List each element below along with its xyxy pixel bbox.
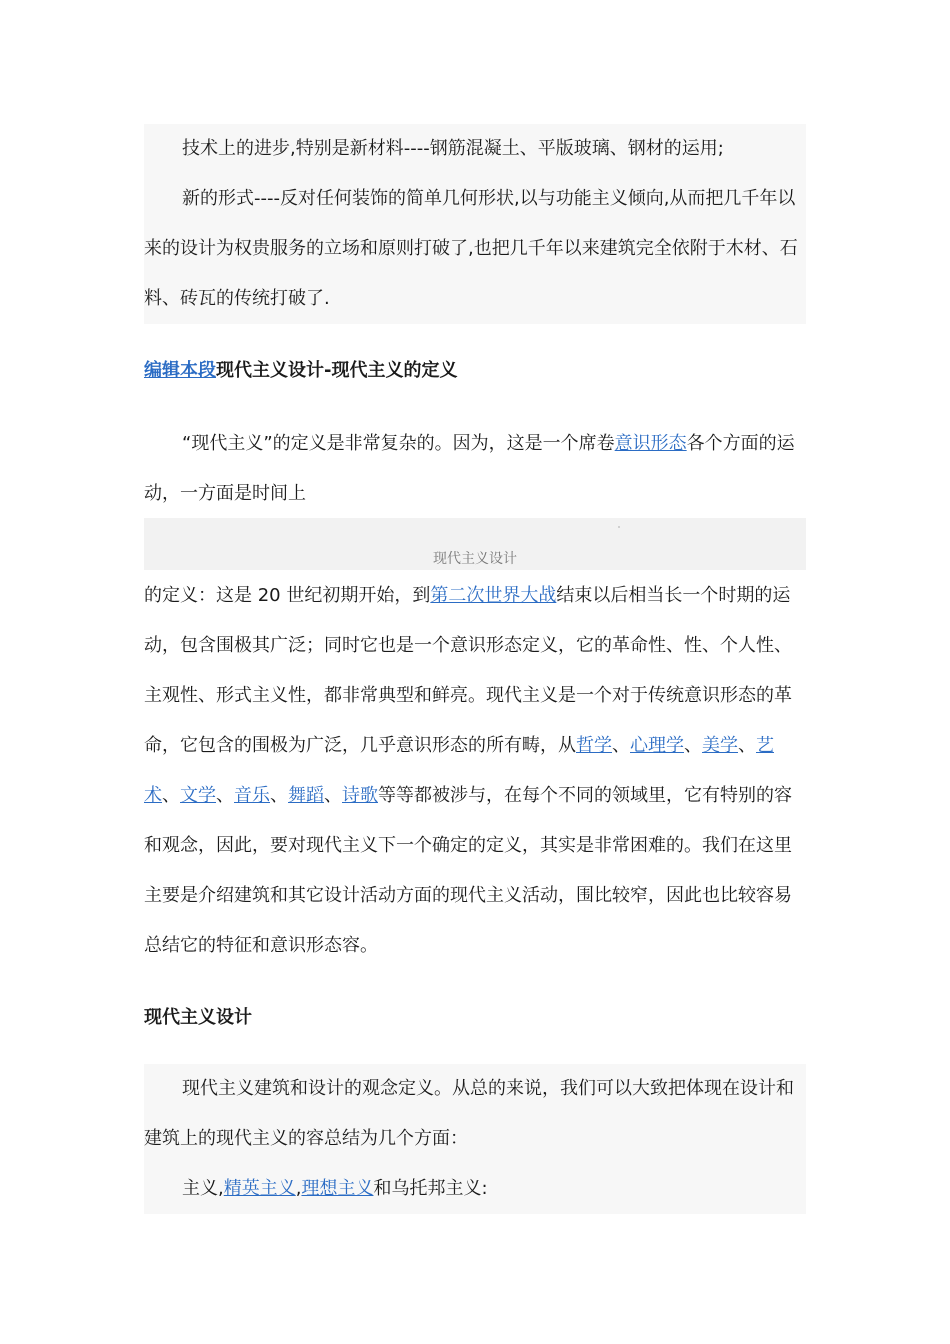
paragraph-design: 现代主义建筑和设计的观念定义。从总的来说，我们可以大致把体现在设计和建筑上的现代主义的容总结为几个方面： [144, 1078, 794, 1149]
link-idealism[interactable]: 理想主义 [301, 1178, 374, 1199]
separator: 、 [162, 785, 180, 806]
paragraph-materials: 技术上的进步,特别是新材料----钢筋混凝土、平版玻璃、钢材的运用; [182, 138, 724, 159]
heading-title: 现代主义设计-现代主义的定义 [216, 360, 458, 381]
paragraph-definition-intro [144, 419, 806, 519]
separator: 、 [324, 785, 342, 806]
separator: , [295, 1178, 302, 1199]
heading-title: 现代主义设计 [144, 1007, 252, 1028]
image-placeholder [144, 518, 806, 570]
text-segment: 和乌托邦主义: [373, 1178, 488, 1199]
section-definition-body [144, 571, 806, 971]
link-elitism[interactable]: 精英主义 [223, 1178, 296, 1199]
text-segment: “现代主义”的定义是非常复杂的。因为，这是一个席卷 [182, 433, 615, 454]
link-philosophy[interactable]: 哲学 [576, 735, 612, 756]
image-dot [618, 526, 620, 528]
separator: 、 [684, 735, 702, 756]
link-ideology[interactable]: 意识形态 [614, 433, 687, 454]
text-segment: 主义, [182, 1178, 224, 1199]
section-materials [144, 124, 806, 324]
text-segment: 等等都被涉与，在每个不同的领域里，它有特别的容和观念，因此，要对现代主义下一个确定的定义，其实是非常困难的。我们在这里主要是介绍建筑和其它设计活动方面的现代主义活动，围比较窄，因此也比较容易总结它的特征和意识形态容。 [144, 785, 792, 956]
separator: 、 [612, 735, 630, 756]
heading-modernist-design [144, 1006, 806, 1030]
link-dance[interactable]: 舞蹈 [288, 785, 324, 806]
edit-section-link[interactable]: 编辑本段 [144, 360, 216, 381]
text-segment: 结束以后相当长一个时期的运动，包含围极其广泛；同时它也是一个意识形态定义，它的革命性、性、个人性、主观性、形式主义性，都非常典型和鲜亮。现代主义是一个对于传统意识形态的革命，它包含的围极为广泛，几乎意识形态的所有畴，从 [144, 585, 792, 756]
link-music[interactable]: 音乐 [234, 785, 270, 806]
text-segment: 各个方面的运动，一方面是时间上 [144, 433, 795, 504]
text-segment: 的定义：这是 20 世纪初期开始，到 [144, 585, 431, 606]
link-aesthetics[interactable]: 美学 [702, 735, 738, 756]
link-poetry[interactable]: 诗歌 [342, 785, 378, 806]
paragraph-ideology [144, 1164, 806, 1214]
link-ww2[interactable]: 第二次世界大战 [430, 585, 557, 606]
image-caption: 现代主义设计 [433, 551, 517, 567]
link-psychology[interactable]: 心理学 [630, 735, 684, 756]
section-definition-intro [144, 419, 806, 519]
separator: 、 [270, 785, 288, 806]
separator: 、 [738, 735, 756, 756]
section-design [144, 1064, 806, 1214]
paragraph-definition-body [144, 571, 806, 971]
link-art[interactable]: 艺术 [144, 735, 774, 806]
paragraph-forms: 新的形式----反对任何装饰的简单几何形状,以与功能主义倾向,从而把几千年以来的设计为权贵服务的立场和原则打破了,也把几千年以来建筑完全依附于木材、石料、砖瓦的传统打破了. [144, 188, 798, 309]
separator: 、 [216, 785, 234, 806]
heading-definition [144, 359, 806, 383]
link-literature[interactable]: 文学 [180, 785, 216, 806]
